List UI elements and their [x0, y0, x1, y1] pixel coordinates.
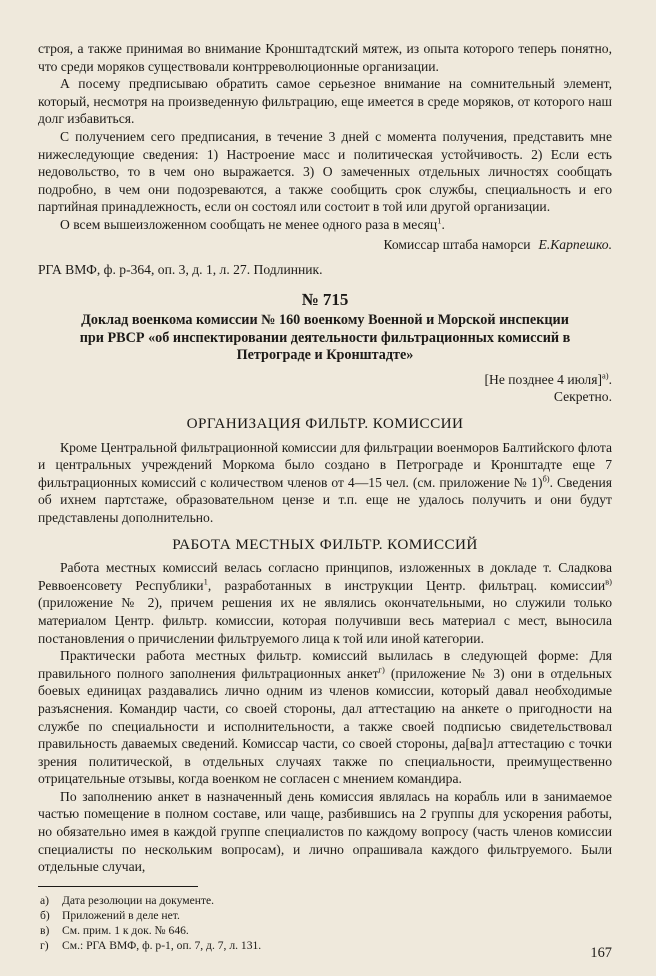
body-text [38, 40, 612, 876]
signature-name: Е.Карпешко. [538, 236, 612, 252]
archival-source-note: РГА ВМФ, ф. р-364, оп. 3, д. 1, л. 27. Подлинник. [38, 262, 323, 278]
document-number: № 715 [301, 289, 349, 309]
opening-paragraph-2: А посему предписываю обратить самое серьезное внимание на сомнительный элемент, который, несмотря на произведенную фильтрацию, еще имеется в среде моряков, от которого наш долг избавиться. [38, 76, 612, 127]
work-paragraph-1: Работа местных комиссий велась согласно принципов, изложенных в докладе т. Сладкова Реввоенсовету Республики$^1$, разработанных в инструкции Центр. фильтрац. комиссии$^{в)}$ (приложение № 2), причем решения их не являлись окончательными, но служили только материалом Центр. фильтр. комиссии, которая получивши весь материал с мест, выносила постановления о причислении фильтруемого лица к той или иной категории. [38, 560, 612, 646]
signature-line [38, 236, 612, 254]
footnotes [38, 893, 612, 954]
organization-paragraph: Кроме Центральной фильтрационной комиссии для фильтрации военморов Балтийского флота и центральных учреждений Моркома было создано в Петрограде и Кронштадте еще 7 фильтрационных комиссий с количеством членов от 4—15 чел. (см. приложение № 1)$^{б)}$. Сведения об ихнем партстаже, образовательном цензе и т.п. еще не удалось получить и они будут представлены дополнительно. [38, 439, 612, 525]
opening-paragraph-1: строя, а также принимая во внимание Кронштадтский мятеж, из опыта которого теперь понятно, что среди моряков существовали контрреволюционные организации. [38, 41, 612, 74]
document-dateline: [Не позднее 4 июля]$^{а)}$. [484, 370, 612, 387]
footnote-item: а) Дата резолюции на документе. [40, 893, 215, 907]
footnote-item: г) См.: РГА ВМФ, ф. р-1, оп. 7, д. 7, л. 131. [40, 939, 262, 953]
footnote-divider [38, 886, 198, 887]
document-title: Доклад военкома комиссии № 160 военкому Военной и Морской инспекции при РВСР «об инспектировании деятельности фильтрационных комиссий в Петрограде и Кронштадте» [79, 312, 571, 364]
classification-mark: Секретно. [553, 389, 612, 405]
section-heading-work: РАБОТА МЕСТНЫХ ФИЛЬТР. КОМИССИЙ [172, 535, 478, 553]
work-paragraph-2: Практически работа местных фильтр. комиссий вылилась в следующей форме: Для правильного полного заполнения фильтрационных анкет$^{г)}$ (приложение № 3) они в отдельных боевых единицах раздавались лично одним из членов комиссии, который давал необходимые разъяснения. Командир части, со своей стороны, дал аттестацию на анкете о пригодности на службе по специальности и исполнительности, а также своей подписью свидетельствовал правильность даваемых сведений. Комиссар части, со своей стороны, да[ва]л аттестацию с точки зрения политической, в отдельных случаях также по специальности, преимущественно отрицательные отзывы, когда военком не согласен с мнением командира. [38, 648, 612, 787]
footnote-ref: 1 [203, 576, 208, 587]
page-number: 167 [590, 945, 612, 961]
footnote-ref: в) [605, 576, 612, 587]
footnote-item: в) См. прим. 1 к док. № 646. [40, 924, 189, 938]
opening-paragraph-4: О всем вышеизложенном сообщать не менее одного раза в месяц$^1$. [60, 215, 445, 232]
footnote-ref: а) [601, 370, 609, 381]
section-heading-organization: ОРГАНИЗАЦИЯ ФИЛЬТР. КОМИССИИ [186, 415, 464, 432]
footnote-ref: б) [542, 473, 550, 484]
work-paragraph-3: По заполнению анкет в назначенный день комиссия являлась на корабль или в занимаемое частью помещение в полном составе, или чаще, разбившись на 2 группы для ускорения работы, но обязательно имея в каждой группе специалистов по каждому вопросу (часть членов комиссии специалисты по нескольким вопросам), и лично опрашивала каждого фильтруемого. Были отдельные случаи, [38, 788, 612, 875]
footnote-ref: г) [378, 664, 385, 675]
signature-role: Комиссар штаба наморси [383, 236, 531, 252]
opening-paragraph-3: С получением сего предписания, в течение 3 дней с момента получения, представить мне нижеследующие сведения: 1) Настроение масс и политическая устойчивость. 2) Если есть недовольство, то в чем оно выражается. 3) О замеченных отдельных личностях сообщать подробно, в чем они подозреваются, а также сообщить срок службы, специальность и его партийная принадлежность, если он состоял или состоит в той или другой организации. [38, 128, 612, 215]
footnote-ref: 1 [437, 215, 442, 226]
footnote-item: б) Приложений в деле нет. [40, 909, 180, 923]
